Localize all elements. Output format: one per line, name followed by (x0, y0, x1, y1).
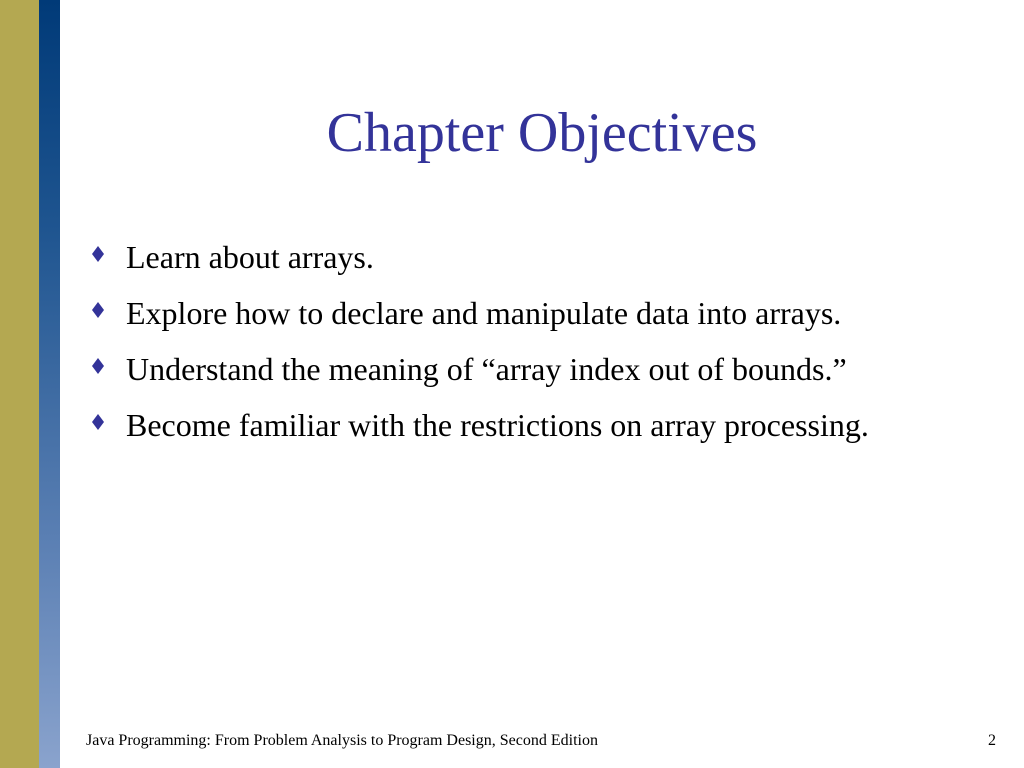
left-gold-stripe (0, 0, 39, 768)
diamond-bullet-icon (90, 288, 110, 338)
diamond-bullet-icon (90, 344, 110, 394)
bullet-item (90, 400, 910, 450)
bullet-text: Explore how to declare and manipulate data into arrays. (126, 295, 842, 331)
diamond-bullet-icon (90, 400, 110, 450)
diamond-bullet-icon (90, 232, 110, 282)
bullet-item (90, 232, 910, 282)
left-blue-stripe (39, 0, 60, 768)
bullet-text: Understand the meaning of “array index out of bounds.” (126, 351, 847, 387)
slide-title: Chapter Objectives (326, 102, 758, 164)
bullet-item (90, 344, 910, 394)
footer-text: Java Programming: From Problem Analysis to Program Design, Second Edition (86, 732, 598, 749)
bullet-item (90, 288, 910, 338)
bullet-text: Become familiar with the restrictions on array processing. (126, 407, 869, 443)
bullet-list (90, 232, 910, 456)
bullet-text: Learn about arrays. (126, 239, 374, 275)
page-number: 2 (988, 732, 996, 749)
